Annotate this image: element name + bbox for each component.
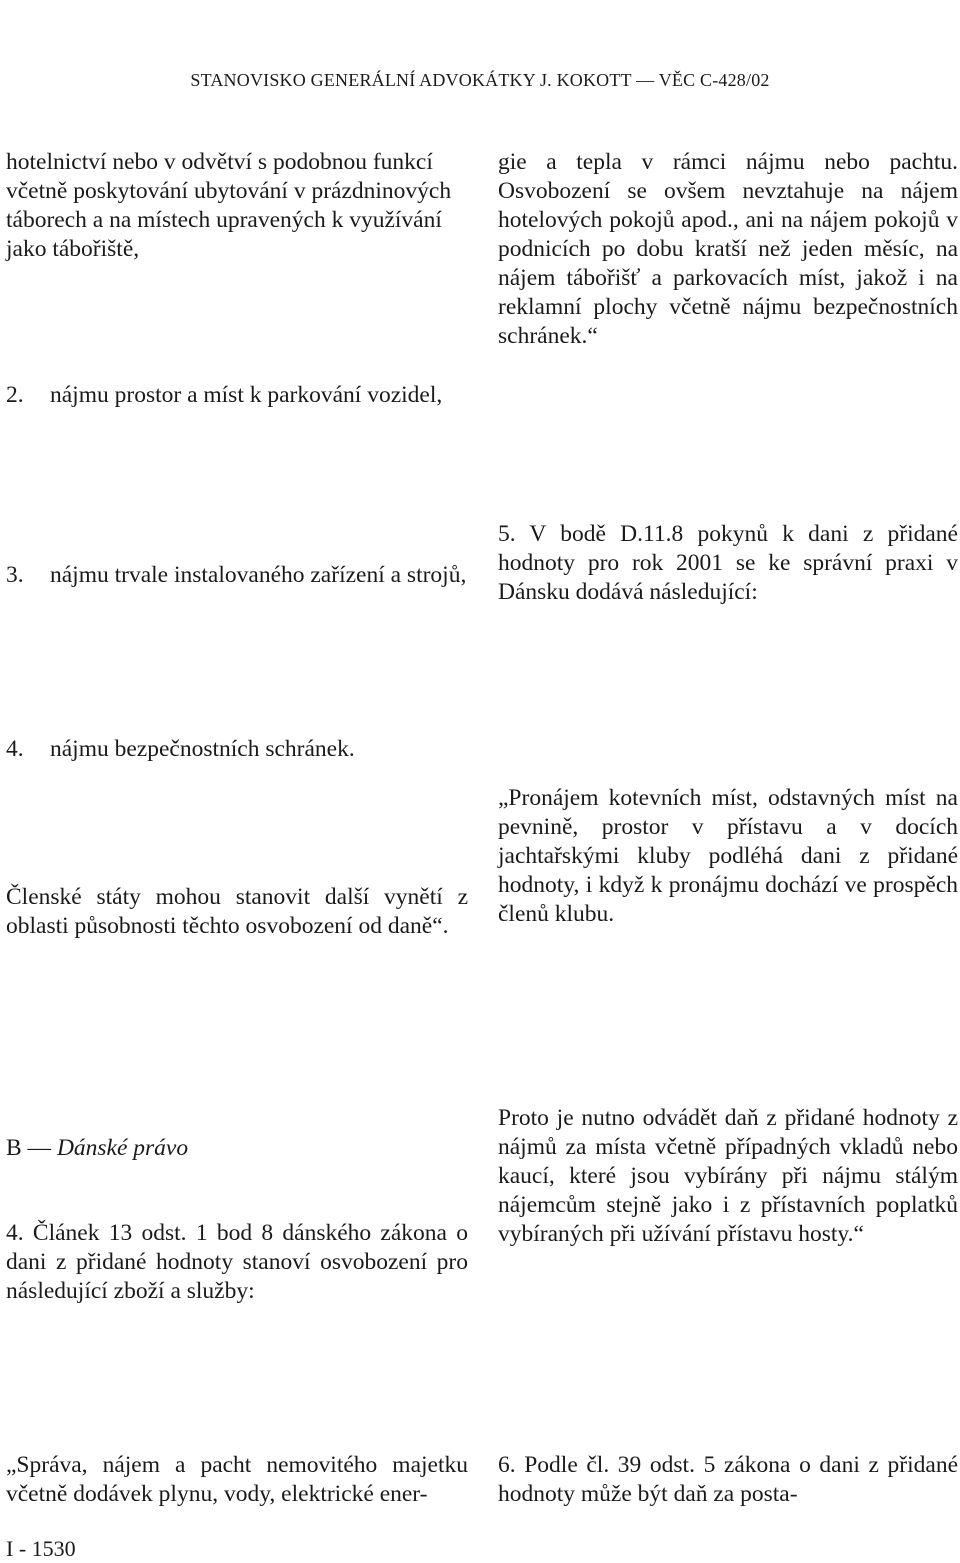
paragraph-5: 5. V bodě D.11.8 pokynů k dani z přidané hodnoty pro rok 2001 se ke správní praxi v Dánsku dodává následující: bbox=[498, 521, 958, 605]
list-item-number: 2. bbox=[6, 382, 24, 408]
section-heading bbox=[6, 1134, 468, 1163]
paragraph-hotel-services: hotelnictví nebo v odvětví s podobnou funkcí včetně poskytování ubytování v prázdninových táborech a na místech upravených k využívání jako tábořiště, bbox=[6, 149, 452, 262]
list-item-text: nájmu prostor a míst k parkování vozidel, bbox=[50, 382, 443, 408]
section-letter: B — bbox=[6, 1135, 52, 1161]
list-item-number: 4. bbox=[6, 736, 24, 762]
paragraph-6: 6. Podle čl. 39 odst. 5 zákona o dani z přidané hodnoty může být daň za posta- bbox=[498, 1452, 958, 1507]
page-number: I - 1530 bbox=[6, 1536, 76, 1561]
quote-paragraph-2: Proto je nutno odvádět daň z přidané hodnoty z nájmů za místa včetně případných vkladů nebo kaucí, které jsou vybírány při nájmu stálým nájemcům stejně jako i z přístavních poplatků vybíraných při užívání přístavu hosty.“ bbox=[498, 1105, 958, 1247]
list-item-2 bbox=[6, 381, 468, 410]
list-item-text: nájmu bezpečnostních schránek. bbox=[50, 736, 355, 762]
paragraph-member-states: Členské státy mohou stanovit další vynětí z oblasti působnosti těchto osvobození od daně“. bbox=[6, 884, 468, 939]
running-header: STANOVISKO GENERÁLNÍ ADVOKÁTKY J. KOKOTT — VĚC C-428/02 bbox=[190, 70, 770, 90]
section-title: Dánské právo bbox=[56, 1135, 189, 1161]
list-item-4 bbox=[6, 735, 468, 764]
quote-paragraph-1: „Pronájem kotevních míst, odstavných míst na pevnině, prostor v přístavu a v docích jachtařskými kluby podléhá dani z přidané hodnoty, i když k pronájmu dochází ve prospěch členů klubu. bbox=[498, 785, 958, 927]
quote-paragraph: „Správa, nájem a pacht nemovitého majetku včetně dodávek plynu, vody, elektrické ener- bbox=[6, 1452, 468, 1507]
list-item-text: nájmu trvale instalovaného zařízení a strojů, bbox=[50, 562, 467, 588]
list-item-3 bbox=[6, 561, 468, 590]
list-item-number: 3. bbox=[6, 562, 24, 588]
paragraph-continued: gie a tepla v rámci nájmu nebo pachtu. Osvobození se ovšem nevztahuje na nájem hotelových pokojů apod., ani na nájem pokojů v podnicích po dobu kratší než jeden měsíc, na nájem tábořišť a parkovacích míst, jakož i na reklamní plochy včetně nájmu bezpečnostních schránek.“ bbox=[498, 149, 958, 349]
paragraph-4: 4. Článek 13 odst. 1 bod 8 dánského zákona o dani z přidané hodnoty stanoví osvobození pro následující zboží a služby: bbox=[6, 1220, 468, 1304]
